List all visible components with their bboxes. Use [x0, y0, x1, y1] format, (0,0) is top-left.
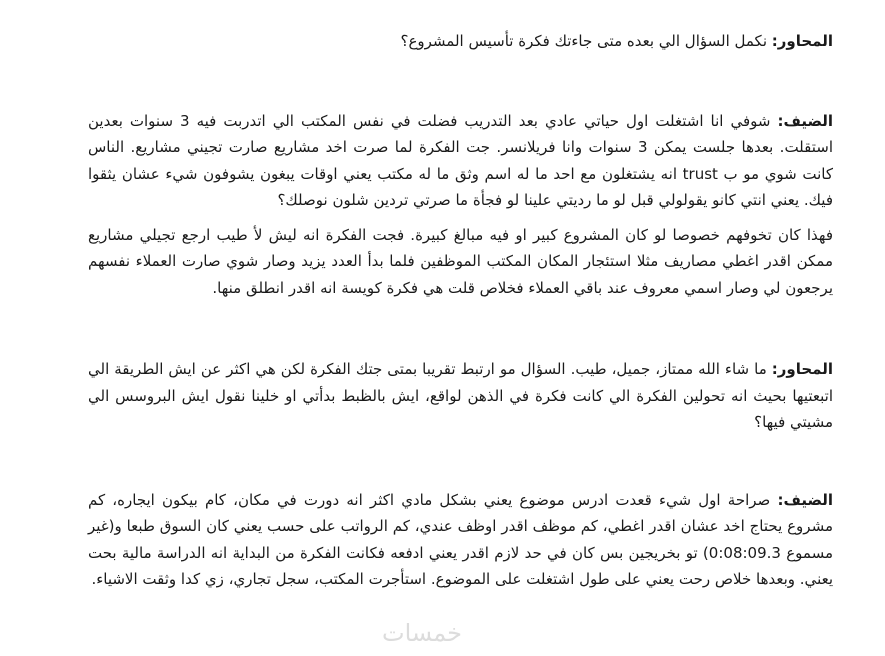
speaker-label: المحاور: — [771, 360, 833, 378]
paragraph-text: فهذا كان تخوفهم خصوصا لو كان المشروع كبير او فيه مبالغ كبيرة. فجت الفكرة انه ليش لأ طيب ارجع تجيلي مشاريع ممكن اقدر اغطي مصاريف مثلا استئجار المكان المكتب الموظفين فلما بدأ العدد يزيد وصار شوي صارت العملاء نفسهم يرجعون لي وصار اسمي معروف عند باقي العملاء فخلاص قلت هي فكرة كويسة انه اقدر انطلق منها. — [88, 225, 833, 297]
paragraph-text: نكمل السؤال الي بعده متى جاءتك فكرة تأسيس المشروع؟ — [400, 32, 772, 50]
speaker-label: الضيف: — [777, 490, 833, 509]
paragraph-text: ما شاء الله ممتاز، جميل، طيب. السؤال مو ارتبط تقريبا بمتى جتك الفكرة لكن هي اكثر عن ايش الطريقة الي اتبعتيها بحيث انه تحولين الفكرة الي كانت فكرة في الذهن لواقع، ايش بالظبط بدأتي او خلينا نقول ايش البروسس الي مشيتي فيها؟ — [88, 360, 833, 431]
paragraph-text: صراحة اول شيء قعدت ادرس موضوع يعني بشكل مادي اكثر انه دورت في مكان، كام بيكون ايجاره، كم مشروع يحتاج اخد عشان اقدر اغطي، كم موظف اقدر اوظف عندي، كم الرواتب على حسب يعني كان السوق طبعا و(غير مسموع 0:08:09.3) تو بخريجين بس كان في حد لازم اقدر يعني ادفعه فكانت الفكرة من البداية انه الدراسة مالية بحت يعني. وبعدها خلاص رحت يعني على طول اشتغلت على الموضوع. استأجرت المكتب، سجل تجاري، زي كدا وثقت الاشياء. — [88, 490, 834, 588]
transcript-document — [88, 28, 833, 593]
watermark-logo: خمسات — [381, 619, 462, 647]
transcript-paragraph-2 — [88, 108, 833, 214]
transcript-paragraph-1 — [88, 28, 833, 55]
speaker-label: الضيف: — [777, 111, 834, 130]
transcript-paragraph-5 — [88, 487, 833, 593]
paragraph-text: شوفي انا اشتغلت اول حياتي عادي بعد التدريب فضلت في نفس المكتب الي اتدربت فيه 3 سنوات بعدين استقلت. بعدها جلست يمكن 3 سنوات وانا فريلانسر. جت الفكرة لما صرت اخد مشاريع صارت تجيني مشاريع. الناس كانت شوي مو ب trust انه يشتغلون مع احد ما له اسم وثق ما له مكتب يعني اوقات يبغون يشوفون شيء عشان يثقوا فيك. يعني انتي كانو يقولولي قبل لو ما رديتي علينا لو فجأة ما صرتي تردين شلون نوصلك؟ — [88, 111, 833, 209]
transcript-paragraph-3 — [88, 222, 833, 302]
speaker-label: المحاور: — [771, 32, 833, 50]
transcript-paragraph-4 — [88, 356, 833, 436]
